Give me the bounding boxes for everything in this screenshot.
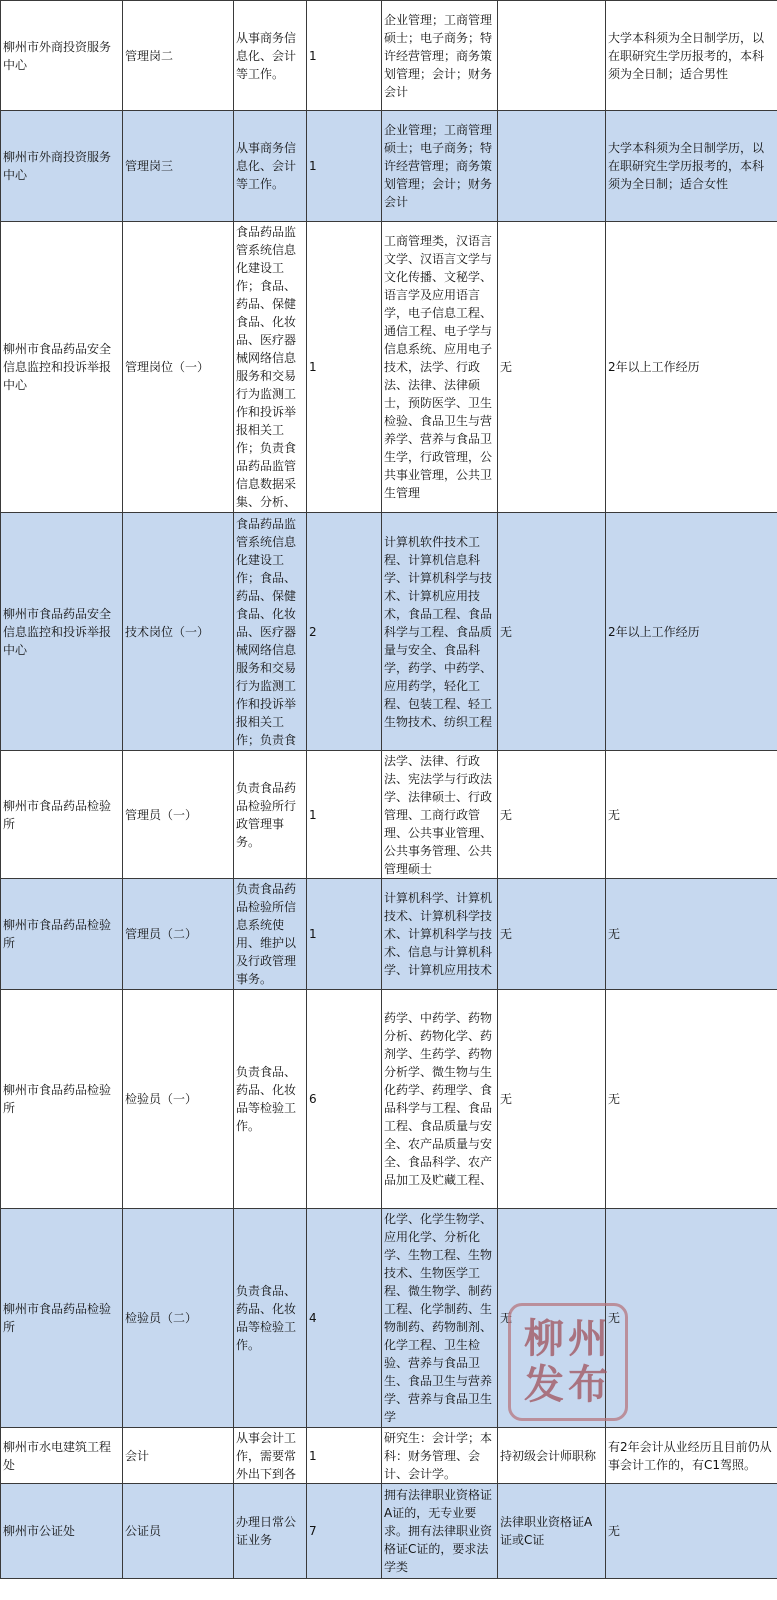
position-cell-text: 技术岗位（一） [125,624,210,639]
cert-cell [498,1484,606,1579]
position-cell [123,1,234,111]
major-cell [382,1,498,111]
watermark-line-2: 发布 [524,1361,612,1408]
other-cell-text: 无 [608,1311,621,1325]
table-row [1,111,777,222]
other-cell-text: 2年以上工作经历 [608,360,700,374]
other-cell-text: 有2年会计从业经历且目前仍从事会计工作的，有C1驾照。 [608,1439,772,1472]
position-cell [123,879,234,990]
count-cell [307,751,382,879]
count-cell [307,1209,382,1428]
cert-cell [498,879,606,990]
cert-cell-text: 法律职业资格证A证或C证 [500,1515,593,1547]
other-cell [606,751,777,879]
unit-cell-text: 柳州市水电建筑工程处 [3,1439,112,1472]
position-cell [123,1484,234,1579]
count-cell-text: 1 [309,807,317,822]
cert-cell [498,751,606,879]
count-cell [307,879,382,990]
duty-cell [234,990,307,1209]
unit-cell-text: 柳州市食品药品检验所 [3,918,112,950]
duty-cell-text: 食品药品监管系统信息化建设工作；食品、药品、保健食品、化妆品、医疗器械网络信息服务和交易行为监测工作和投诉举报相关工作；负责食 [236,516,297,747]
duty-cell [234,879,307,990]
other-cell-text: 无 [608,927,621,941]
count-cell [307,1,382,111]
cert-cell-text: 无 [500,624,513,639]
other-cell [606,1,777,111]
duty-cell-text: 负责食品药品检验所行政管理事务。 [236,780,297,849]
unit-cell [1,513,123,751]
position-cell [123,111,234,222]
table-row [1,1209,777,1428]
cert-cell-text: 无 [500,360,513,374]
count-cell-text: 4 [309,1311,317,1325]
unit-cell [1,879,123,990]
position-cell-text: 检验员（二） [125,1311,198,1325]
major-cell [382,1428,498,1484]
duty-cell [234,751,307,879]
cert-cell-text: 持初级会计师职称 [500,1448,597,1463]
count-cell [307,990,382,1209]
major-cell-text: 企业管理；工商管理硕士；电子商务；特许经营管理；商务策划管理；会计；财务会计 [384,12,493,99]
count-cell [307,222,382,513]
major-cell-text: 计算机软件技术工程、计算机信息科学、计算机科学与技术、计算机应用技术，食品工程、食品科学与工程、食品质量与安全、食品科学，药学、中药学、应用药学，轻化工程、包装工程、轻工生物技术、纺织工程 [384,534,493,729]
major-cell-text: 研究生：会计学；本科：财务管理、会计、会计学。 [384,1431,493,1481]
unit-cell-text: 柳州市食品药品检验所 [3,1083,112,1115]
other-cell-text: 无 [608,1524,621,1538]
duty-cell-text: 食品药品监管系统信息化建设工作；食品、药品、保健食品、化妆品、医疗器械网络信息服务和交易行为监测工作和投诉举报相关工作；负责食品药品监管信息数据采集、分析、 [236,225,297,509]
major-cell [382,990,498,1209]
position-cell [123,222,234,513]
unit-cell-text: 柳州市食品药品安全信息监控和投诉举报中心 [3,606,112,657]
duty-cell [234,1484,307,1579]
table-row [1,513,777,751]
unit-cell [1,1428,123,1484]
position-cell [123,513,234,751]
unit-cell [1,1484,123,1579]
major-cell-text: 法学、法律、行政法、宪法学与行政法学、法律硕士、行政管理、工商行政管理、公共事业管理、公共事务管理、公共管理硕士 [384,754,493,876]
duty-cell [234,1,307,111]
other-cell [606,111,777,222]
major-cell [382,513,498,751]
duty-cell [234,1209,307,1428]
major-cell [382,222,498,513]
position-cell [123,990,234,1209]
position-cell-text: 管理岗二 [125,48,174,63]
table-row [1,751,777,879]
count-cell-text: 6 [309,1092,317,1106]
position-cell-text: 管理员（一） [125,807,198,822]
position-cell [123,1209,234,1428]
count-cell-text: 2 [309,624,317,639]
position-cell-text: 管理岗三 [125,159,174,173]
unit-cell [1,222,123,513]
unit-cell-text: 柳州市食品药品安全信息监控和投诉举报中心 [3,342,112,392]
other-cell [606,1209,777,1428]
duty-cell-text: 负责食品、药品、化妆品等检验工作。 [236,1065,297,1133]
duty-cell-text: 从事商务信息化、会计等工作。 [236,30,297,81]
major-cell-text: 化学、化学生物学、应用化学、分析化学、生物工程、生物技术、生物医学工程、微生物学、制药工程、化学制药、生物制药、药物制剂、化学工程、卫生检验、营养与食品卫生、食品卫生与营养学、营养与食品卫生学 [384,1212,493,1424]
count-cell [307,111,382,222]
table-row [1,879,777,990]
position-cell-text: 管理岗位（一） [125,360,210,374]
table-row [1,222,777,513]
other-cell [606,879,777,990]
cert-cell [498,222,606,513]
table-row [1,1,777,111]
position-cell-text: 检验员（一） [125,1092,198,1106]
count-cell [307,1428,382,1484]
unit-cell-text: 柳州市公证处 [3,1524,76,1538]
position-cell-text: 公证员 [125,1524,162,1538]
duty-cell-text: 从事会计工作，需要常外出下到各 [236,1431,297,1481]
cert-cell [498,990,606,1209]
cert-cell-text: 无 [500,927,513,941]
other-cell-text: 无 [608,1092,621,1106]
position-cell-text: 会计 [125,1448,150,1463]
unit-cell-text: 柳州市外商投资服务中心 [3,39,112,72]
unit-cell [1,111,123,222]
other-cell-text: 大学本科须为全日制学历，以在职研究生学历报考的，本科须为全日制；适合女性 [608,141,765,191]
duty-cell [234,513,307,751]
other-cell [606,222,777,513]
cert-cell-text: 无 [500,1092,513,1106]
cert-cell-text: 无 [500,1311,513,1325]
duty-cell [234,1428,307,1484]
cert-cell [498,1428,606,1484]
major-cell-text: 拥有法律职业资格证A证的，无专业要求。拥有法律职业资格证C证的，要求法学类 [384,1488,493,1574]
unit-cell-text: 柳州市外商投资服务中心 [3,150,112,182]
major-cell-text: 工商管理类，汉语言文学、汉语言文学与文化传播、文秘学、语言学及应用语言学，电子信息工程、通信工程、电子学与信息系统、应用电子技术，法学、行政法、法律、法律硕士，预防医学、卫生检验、食品卫生与营养学、营养与食品卫生学，行政管理，公共事业管理，公共卫生管理 [384,234,493,500]
cert-cell [498,1209,606,1428]
count-cell-text: 1 [309,1448,317,1463]
count-cell-text: 1 [309,159,317,173]
duty-cell-text: 负责食品、药品、化妆品等检验工作。 [236,1284,297,1352]
count-cell-text: 7 [309,1524,317,1538]
duty-cell-text: 从事商务信息化、会计等工作。 [236,141,297,191]
count-cell [307,513,382,751]
other-cell [606,513,777,751]
cert-cell [498,111,606,222]
cert-cell [498,1,606,111]
other-cell-text: 无 [608,807,621,822]
position-cell [123,751,234,879]
major-cell-text: 企业管理；工商管理硕士；电子商务；特许经营管理；商务策划管理；会计；财务会计 [384,123,493,209]
unit-cell [1,990,123,1209]
duty-cell [234,111,307,222]
other-cell [606,990,777,1209]
other-cell [606,1484,777,1579]
count-cell-text: 1 [309,927,317,941]
count-cell-text: 1 [309,360,317,374]
position-cell [123,1428,234,1484]
table-row [1,1428,777,1484]
unit-cell-text: 柳州市食品药品检验所 [3,1302,112,1334]
major-cell [382,879,498,990]
other-cell-text: 2年以上工作经历 [608,624,700,639]
major-cell [382,751,498,879]
duty-cell-text: 办理日常公证业务 [236,1515,297,1547]
major-cell-text: 药学、中药学、药物分析、药物化学、药剂学、生药学、药物分析学、微生物与生化药学、药理学、食品科学与工程、食品工程、食品质量与安全、农产品质量与安全、食品科学、农产品加工及贮藏工程、 [384,1011,493,1187]
watermark-line-1: 柳州 [524,1315,612,1362]
duty-cell [234,222,307,513]
major-cell [382,1484,498,1579]
unit-cell [1,1,123,111]
major-cell [382,1209,498,1428]
major-cell [382,111,498,222]
cert-cell-text: 无 [500,807,513,822]
other-cell [606,1428,777,1484]
cert-cell [498,513,606,751]
unit-cell-text: 柳州市食品药品检验所 [3,798,112,831]
unit-cell [1,1209,123,1428]
count-cell [307,1484,382,1579]
major-cell-text: 计算机科学、计算机技术、计算机科学技术、计算机科学与技术、信息与计算机科学、计算机应用技术 [384,891,493,977]
position-cell-text: 管理员（二） [125,927,198,941]
count-cell-text: 1 [309,48,317,63]
duty-cell-text: 负责食品药品检验所信息系统使用、维护以及行政管理事务。 [236,882,297,986]
table-row [1,1484,777,1579]
unit-cell [1,751,123,879]
table-row [1,990,777,1209]
other-cell-text: 大学本科须为全日制学历，以在职研究生学历报考的，本科须为全日制；适合男性 [608,30,765,81]
